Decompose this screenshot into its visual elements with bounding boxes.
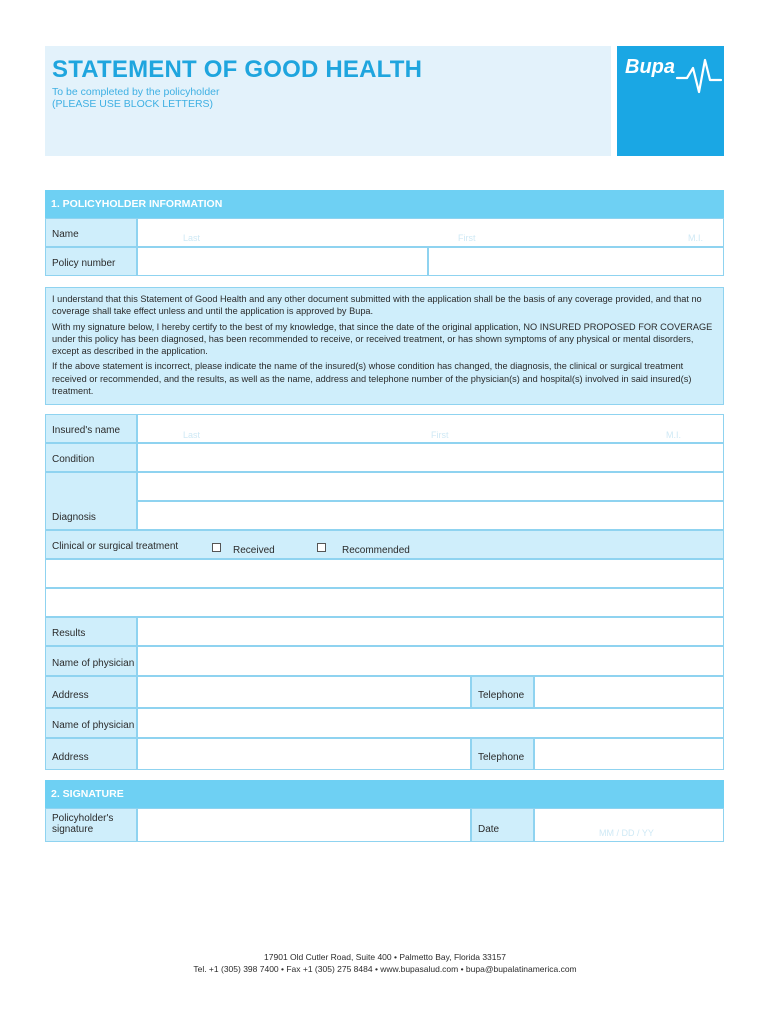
physician-1-label: Name of physician bbox=[45, 646, 137, 676]
address-2-input[interactable] bbox=[137, 738, 471, 770]
policy-number-label: Policy number bbox=[45, 247, 137, 276]
physician-2-input[interactable] bbox=[137, 708, 724, 738]
diagnosis-input-line-2[interactable] bbox=[137, 501, 724, 530]
insured-name-label: Insured's name bbox=[45, 414, 137, 443]
page-title: STATEMENT OF GOOD HEALTH bbox=[52, 56, 423, 83]
name-first-placeholder: First bbox=[458, 233, 476, 243]
insured-last-placeholder: Last bbox=[183, 430, 201, 440]
section-2-heading: 2. SIGNATURE bbox=[45, 780, 724, 808]
statement-paragraph-2: With my signature below, I hereby certify to the best of my knowledge, that since the date of the original application, NO INSURED PROPOSED FOR COVERAGE under this policy has been diagnosed, has been recommended to receive, or received treatment, or has shown symptoms of any physical or mental disorders, except as described in the application. bbox=[52, 321, 713, 357]
address-1-label: Address bbox=[45, 676, 137, 708]
policy-number-input[interactable] bbox=[137, 247, 428, 276]
footer-contact: Tel. +1 (305) 398 7400 • Fax +1 (305) 275 8484 • www.bupasalud.com • bupa@bupalatinamerica.com bbox=[193, 964, 577, 974]
diagnosis-input-line-1[interactable] bbox=[137, 472, 724, 501]
insured-name-input[interactable] bbox=[137, 414, 724, 443]
name-mi-placeholder: M.I. bbox=[688, 233, 703, 243]
insured-first-placeholder: First bbox=[431, 430, 449, 440]
recommended-checkbox[interactable] bbox=[317, 543, 326, 552]
treatment-input-line-2[interactable] bbox=[45, 588, 724, 617]
recommended-label: Recommended bbox=[342, 545, 410, 556]
page-subtitle: To be completed by the policyholder bbox=[52, 86, 220, 98]
telephone-1-input[interactable] bbox=[534, 676, 724, 708]
telephone-2-input[interactable] bbox=[534, 738, 724, 770]
name-input[interactable] bbox=[137, 218, 724, 247]
policy-number-extra-input[interactable] bbox=[428, 247, 724, 276]
treatment-input-line-1[interactable] bbox=[45, 559, 724, 588]
name-last-placeholder: Last bbox=[183, 233, 201, 243]
date-placeholder: MM / DD / YY bbox=[599, 828, 654, 838]
section-1-heading: 1. POLICYHOLDER INFORMATION bbox=[45, 190, 724, 218]
logo-text: Bupa bbox=[625, 56, 675, 78]
signature-label: Policyholder's signature bbox=[45, 808, 137, 842]
condition-label: Condition bbox=[45, 443, 137, 472]
date-label: Date bbox=[471, 808, 534, 842]
heartbeat-icon bbox=[617, 46, 724, 156]
footer-address: 17901 Old Cutler Road, Suite 400 • Palmetto Bay, Florida 33157 bbox=[264, 952, 506, 962]
statement-paragraph-1: I understand that this Statement of Good Health and any other document submitted with the application shall be the basis of any coverage provided, and that no coverage shall take effect unless and until the application is approved by Bupa. bbox=[52, 294, 702, 317]
physician-2-label: Name of physician bbox=[45, 708, 137, 738]
statement-text bbox=[45, 287, 724, 405]
telephone-2-label: Telephone bbox=[471, 738, 534, 770]
bupa-logo bbox=[617, 46, 724, 156]
signature-input[interactable] bbox=[137, 808, 471, 842]
treatment-row: Clinical or surgical treatment bbox=[45, 530, 724, 559]
date-input[interactable] bbox=[534, 808, 724, 842]
telephone-1-label: Telephone bbox=[471, 676, 534, 708]
insured-mi-placeholder: M.I. bbox=[666, 430, 681, 440]
diagnosis-label: Diagnosis bbox=[45, 472, 137, 530]
received-checkbox[interactable] bbox=[212, 543, 221, 552]
name-label: Name bbox=[45, 218, 137, 247]
results-input[interactable] bbox=[137, 617, 724, 646]
page-instruction: (PLEASE USE BLOCK LETTERS) bbox=[52, 98, 214, 110]
received-label: Received bbox=[233, 545, 275, 556]
statement-paragraph-3: If the above statement is incorrect, please indicate the name of the insured(s) whose condition has changed, the diagnosis, the clinical or surgical treatment received or recommended, and the results, as well as the name, address and telephone number of the physician(s) and hospital(s) involved in said insured(s) treatment. bbox=[52, 361, 692, 397]
physician-1-input[interactable] bbox=[137, 646, 724, 676]
condition-input[interactable] bbox=[137, 443, 724, 472]
results-label: Results bbox=[45, 617, 137, 646]
address-1-input[interactable] bbox=[137, 676, 471, 708]
address-2-label: Address bbox=[45, 738, 137, 770]
